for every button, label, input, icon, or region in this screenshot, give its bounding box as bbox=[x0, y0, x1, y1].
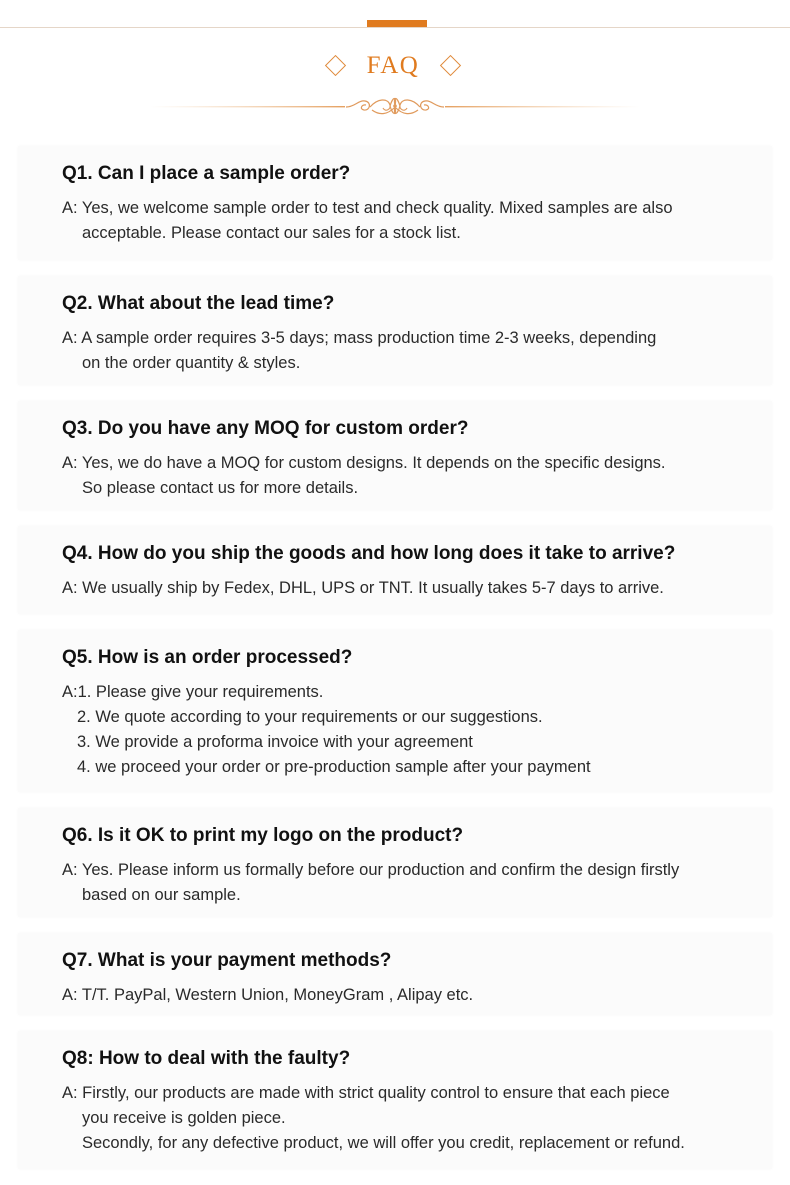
answer-line: 4. we proceed your order or pre-production sample after your payment bbox=[77, 758, 591, 776]
answer-line: you receive is golden piece. bbox=[82, 1109, 286, 1127]
faq-question: Q8: How to deal with the faulty? bbox=[62, 1048, 351, 1069]
faq-answer bbox=[62, 858, 752, 908]
faq-answer bbox=[62, 326, 752, 376]
faq-question: Q1. Can I place a sample order? bbox=[62, 163, 351, 184]
faq-question: Q7. What is your payment methods? bbox=[62, 950, 392, 971]
answer-line: A: T/T. PayPal, Western Union, MoneyGram , Alipay etc. bbox=[62, 986, 474, 1004]
faq-answer bbox=[62, 1081, 752, 1156]
faq-item-4 bbox=[18, 526, 772, 614]
top-divider-line bbox=[0, 27, 790, 28]
answer-line: So please contact us for more details. bbox=[82, 479, 359, 497]
answer-line: 3. We provide a proforma invoice with your agreement bbox=[77, 733, 473, 751]
faq-item-8 bbox=[18, 1031, 772, 1169]
faq-answer bbox=[62, 576, 752, 601]
flourish-divider-icon bbox=[150, 92, 640, 122]
answer-line: 2. We quote according to your requirements or our suggestions. bbox=[77, 708, 543, 726]
answer-line: based on our sample. bbox=[82, 886, 241, 904]
faq-item-3 bbox=[18, 401, 772, 510]
faq-item-6 bbox=[18, 808, 772, 917]
answer-line: A: Yes, we welcome sample order to test and check quality. Mixed samples are also bbox=[62, 199, 673, 217]
faq-question: Q2. What about the lead time? bbox=[62, 293, 335, 314]
page-title: FAQ bbox=[366, 52, 420, 79]
answer-line: A: A sample order requires 3-5 days; mass production time 2-3 weeks, depending bbox=[62, 329, 657, 347]
faq-question: Q3. Do you have any MOQ for custom order? bbox=[62, 418, 469, 439]
answer-line: A: Yes, we do have a MOQ for custom designs. It depends on the specific designs. bbox=[62, 454, 666, 472]
faq-item-7 bbox=[18, 933, 772, 1015]
faq-item-2 bbox=[18, 276, 772, 385]
top-accent-bar bbox=[367, 20, 427, 27]
faq-answer bbox=[62, 196, 752, 246]
diamond-right-icon bbox=[440, 55, 461, 76]
answer-line: acceptable. Please contact our sales for a stock list. bbox=[82, 224, 461, 242]
faq-question: Q5. How is an order processed? bbox=[62, 647, 353, 668]
faq-question: Q4. How do you ship the goods and how long does it take to arrive? bbox=[62, 543, 676, 564]
faq-item-5 bbox=[18, 630, 772, 792]
faq-header bbox=[0, 48, 790, 88]
faq-answer bbox=[62, 983, 752, 1008]
diamond-left-icon bbox=[325, 55, 346, 76]
answer-line: A: Firstly, our products are made with strict quality control to ensure that each piece bbox=[62, 1084, 670, 1102]
answer-line: A:1. Please give your requirements. bbox=[62, 683, 324, 701]
answer-line: A: We usually ship by Fedex, DHL, UPS or TNT. It usually takes 5-7 days to arrive. bbox=[62, 579, 664, 597]
faq-question: Q6. Is it OK to print my logo on the product? bbox=[62, 825, 464, 846]
faq-answer bbox=[62, 451, 752, 501]
faq-answer bbox=[62, 680, 752, 780]
faq-list bbox=[18, 146, 772, 1185]
answer-line: Secondly, for any defective product, we will offer you credit, replacement or refund. bbox=[82, 1134, 685, 1152]
answer-line: on the order quantity & styles. bbox=[82, 354, 301, 372]
faq-item-1 bbox=[18, 146, 772, 260]
answer-line: A: Yes. Please inform us formally before our production and confirm the design firstly bbox=[62, 861, 680, 879]
